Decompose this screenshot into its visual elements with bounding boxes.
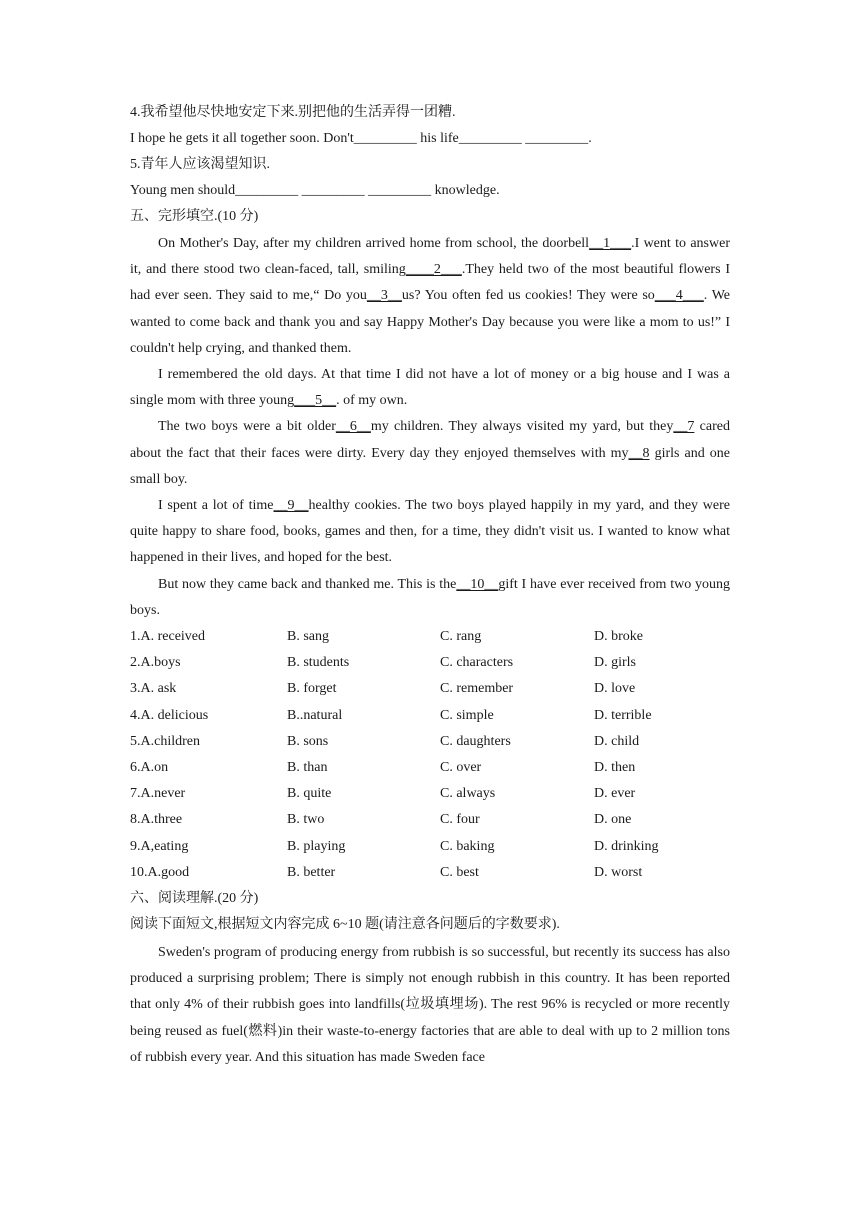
blank[interactable]: _________ [301,183,365,198]
section5-heading: 五、完形填空.(10 分) [130,209,259,224]
option-choice[interactable]: C. characters [440,655,514,671]
option-row-8 [130,807,730,833]
option-choice[interactable]: 7.A.never [130,786,186,802]
section6-heading: 六、阅读理解.(20 分) [130,890,259,906]
option-choice[interactable]: 10.A.good [130,864,190,880]
cloze-options [130,624,730,886]
option-choice[interactable]: D. ever [594,786,636,802]
cloze-blank-10[interactable]: __10__ [456,576,499,592]
cloze-blank-5[interactable]: ___5__ [294,393,337,409]
option-choice[interactable]: B. playing [287,838,346,854]
option-choice[interactable]: C. always [440,786,496,802]
option-choice[interactable]: D. broke [594,629,643,645]
reading-paragraph-1: Sweden's program of producing energy from rubbish is so successful, but recently its success has also produced a surprising problem; There is simply not enough rubbish in this country. It has been reported that only 4% of their rubbish goes into landfills(垃圾填埋场). The rest 96% is recycled or more recently being reused as fuel(燃料)in their waste-to-energy factories that are able to deal with up to 2 million tons of rubbish every year. And this situation has made Sweden face [130,944,730,1065]
option-choice[interactable]: C. remember [440,681,514,697]
option-choice[interactable]: D. one [594,812,632,828]
option-choice[interactable]: B. than [287,759,328,775]
option-choice[interactable]: D. terrible [594,707,652,723]
cloze-blank-6[interactable]: __6__ [335,419,371,435]
option-choice[interactable]: B. sang [287,629,329,645]
cloze-blank-7[interactable]: __7 [673,419,695,435]
blank[interactable]: _________ [353,131,417,146]
option-row-5 [130,729,730,755]
option-choice[interactable]: 5.A.children [130,733,200,749]
option-choice[interactable]: D. love [594,681,636,697]
option-row-2 [130,650,730,676]
option-choice[interactable]: D. then [594,759,636,775]
option-row-4 [130,703,730,729]
option-choice[interactable]: B..natural [287,707,343,723]
reading-instruction: 阅读下面短文,根据短文内容完成 6~10 题(请注意各问题后的字数要求). [130,916,560,932]
option-choice[interactable]: 2.A.boys [130,655,181,671]
cloze-paragraph-5: But now they came back and thanked me. This is the__10__gift I have ever received from two young boys. [130,576,730,618]
option-choice[interactable]: D. child [594,733,640,749]
option-choice[interactable]: B. better [287,864,336,880]
option-choice[interactable]: C. simple [440,707,494,723]
option-choice[interactable]: C. baking [440,838,495,854]
q4-english: I hope he gets it all together soon. Don't_________ his life_________ _________. [130,131,592,146]
blank[interactable]: _________ [525,131,589,146]
cloze-blank-9[interactable]: __9__ [273,498,309,514]
blank[interactable]: _________ [368,183,432,198]
option-choice[interactable]: C. over [440,759,482,775]
option-choice[interactable]: C. best [440,864,479,880]
option-choice[interactable]: C. four [440,812,480,828]
cloze-paragraph-2: I remembered the old days. At that time I did not have a lot of money or a big house and I was a single mom with three young___5__. of my own. [130,367,730,409]
document-page [130,100,730,1071]
option-row-10 [130,860,730,886]
cloze-blank-2[interactable]: ____2___ [405,262,462,278]
option-choice[interactable]: B. two [287,812,325,828]
option-choice[interactable]: B. students [287,655,350,671]
option-choice[interactable]: 8.A.three [130,812,183,828]
q5-english: Young men should_________ _________ _________ knowledge. [130,183,500,198]
blank[interactable]: _________ [235,183,299,198]
q5-chinese: 5.青年人应该渴望知识. [130,157,270,172]
option-choice[interactable]: 4.A. delicious [130,707,209,723]
cloze-paragraph-1: On Mother's Day, after my children arrived home from school, the doorbell__1___.I went to answer it, and there stood two clean-faced, tall, smiling____2___.They held two of the most beautiful flowers I had ever seen. They said to me,“ Do you__3__us? You often fed us cookies! They were so___4___. We wanted to come back and thank you and say Happy Mother's Day because you were like a mom to us!” I couldn't help crying, and thanked them. [130,236,731,356]
option-row-7 [130,781,730,807]
option-choice[interactable]: 1.A. received [130,629,206,645]
option-choice[interactable]: 9.A,eating [130,838,189,854]
option-row-1 [130,624,730,650]
option-choice[interactable]: C. rang [440,629,482,645]
q4-chinese: 4.我希望他尽快地安定下来.别把他的生活弄得一团糟. [130,105,456,120]
option-row-3 [130,676,730,702]
option-choice[interactable]: 3.A. ask [130,681,177,697]
cloze-blank-3[interactable]: __3__ [366,288,402,304]
option-row-9 [130,834,730,860]
cloze-paragraph-3: The two boys were a bit older__6__my children. They always visited my yard, but they__7 cared about the fact that their faces were dirty. Every day they enjoyed themselves with my__8 girls and one small boy. [130,419,730,487]
option-choice[interactable]: D. drinking [594,838,659,854]
cloze-blank-1[interactable]: __1___ [589,236,632,251]
option-choice[interactable]: 6.A.on [130,759,169,775]
cloze-blank-4[interactable]: ___4___ [654,288,704,304]
cloze-blank-8[interactable]: __8 [628,445,650,461]
option-choice[interactable]: D. worst [594,864,643,880]
option-row-6 [130,755,730,781]
option-choice[interactable]: B. sons [287,733,329,749]
option-choice[interactable]: B. quite [287,786,332,802]
blank[interactable]: _________ [458,131,522,146]
cloze-paragraph-4: I spent a lot of time__9__healthy cookies. The two boys played happily in my yard, and they were quite happy to share food, books, games and then, for a time, they didn't visit us. I wanted to know what happened in their lives, and hoped for the best. [130,498,730,566]
option-choice[interactable]: C. daughters [440,733,511,749]
option-choice[interactable]: D. girls [594,655,636,671]
option-choice[interactable]: B. forget [287,681,337,697]
